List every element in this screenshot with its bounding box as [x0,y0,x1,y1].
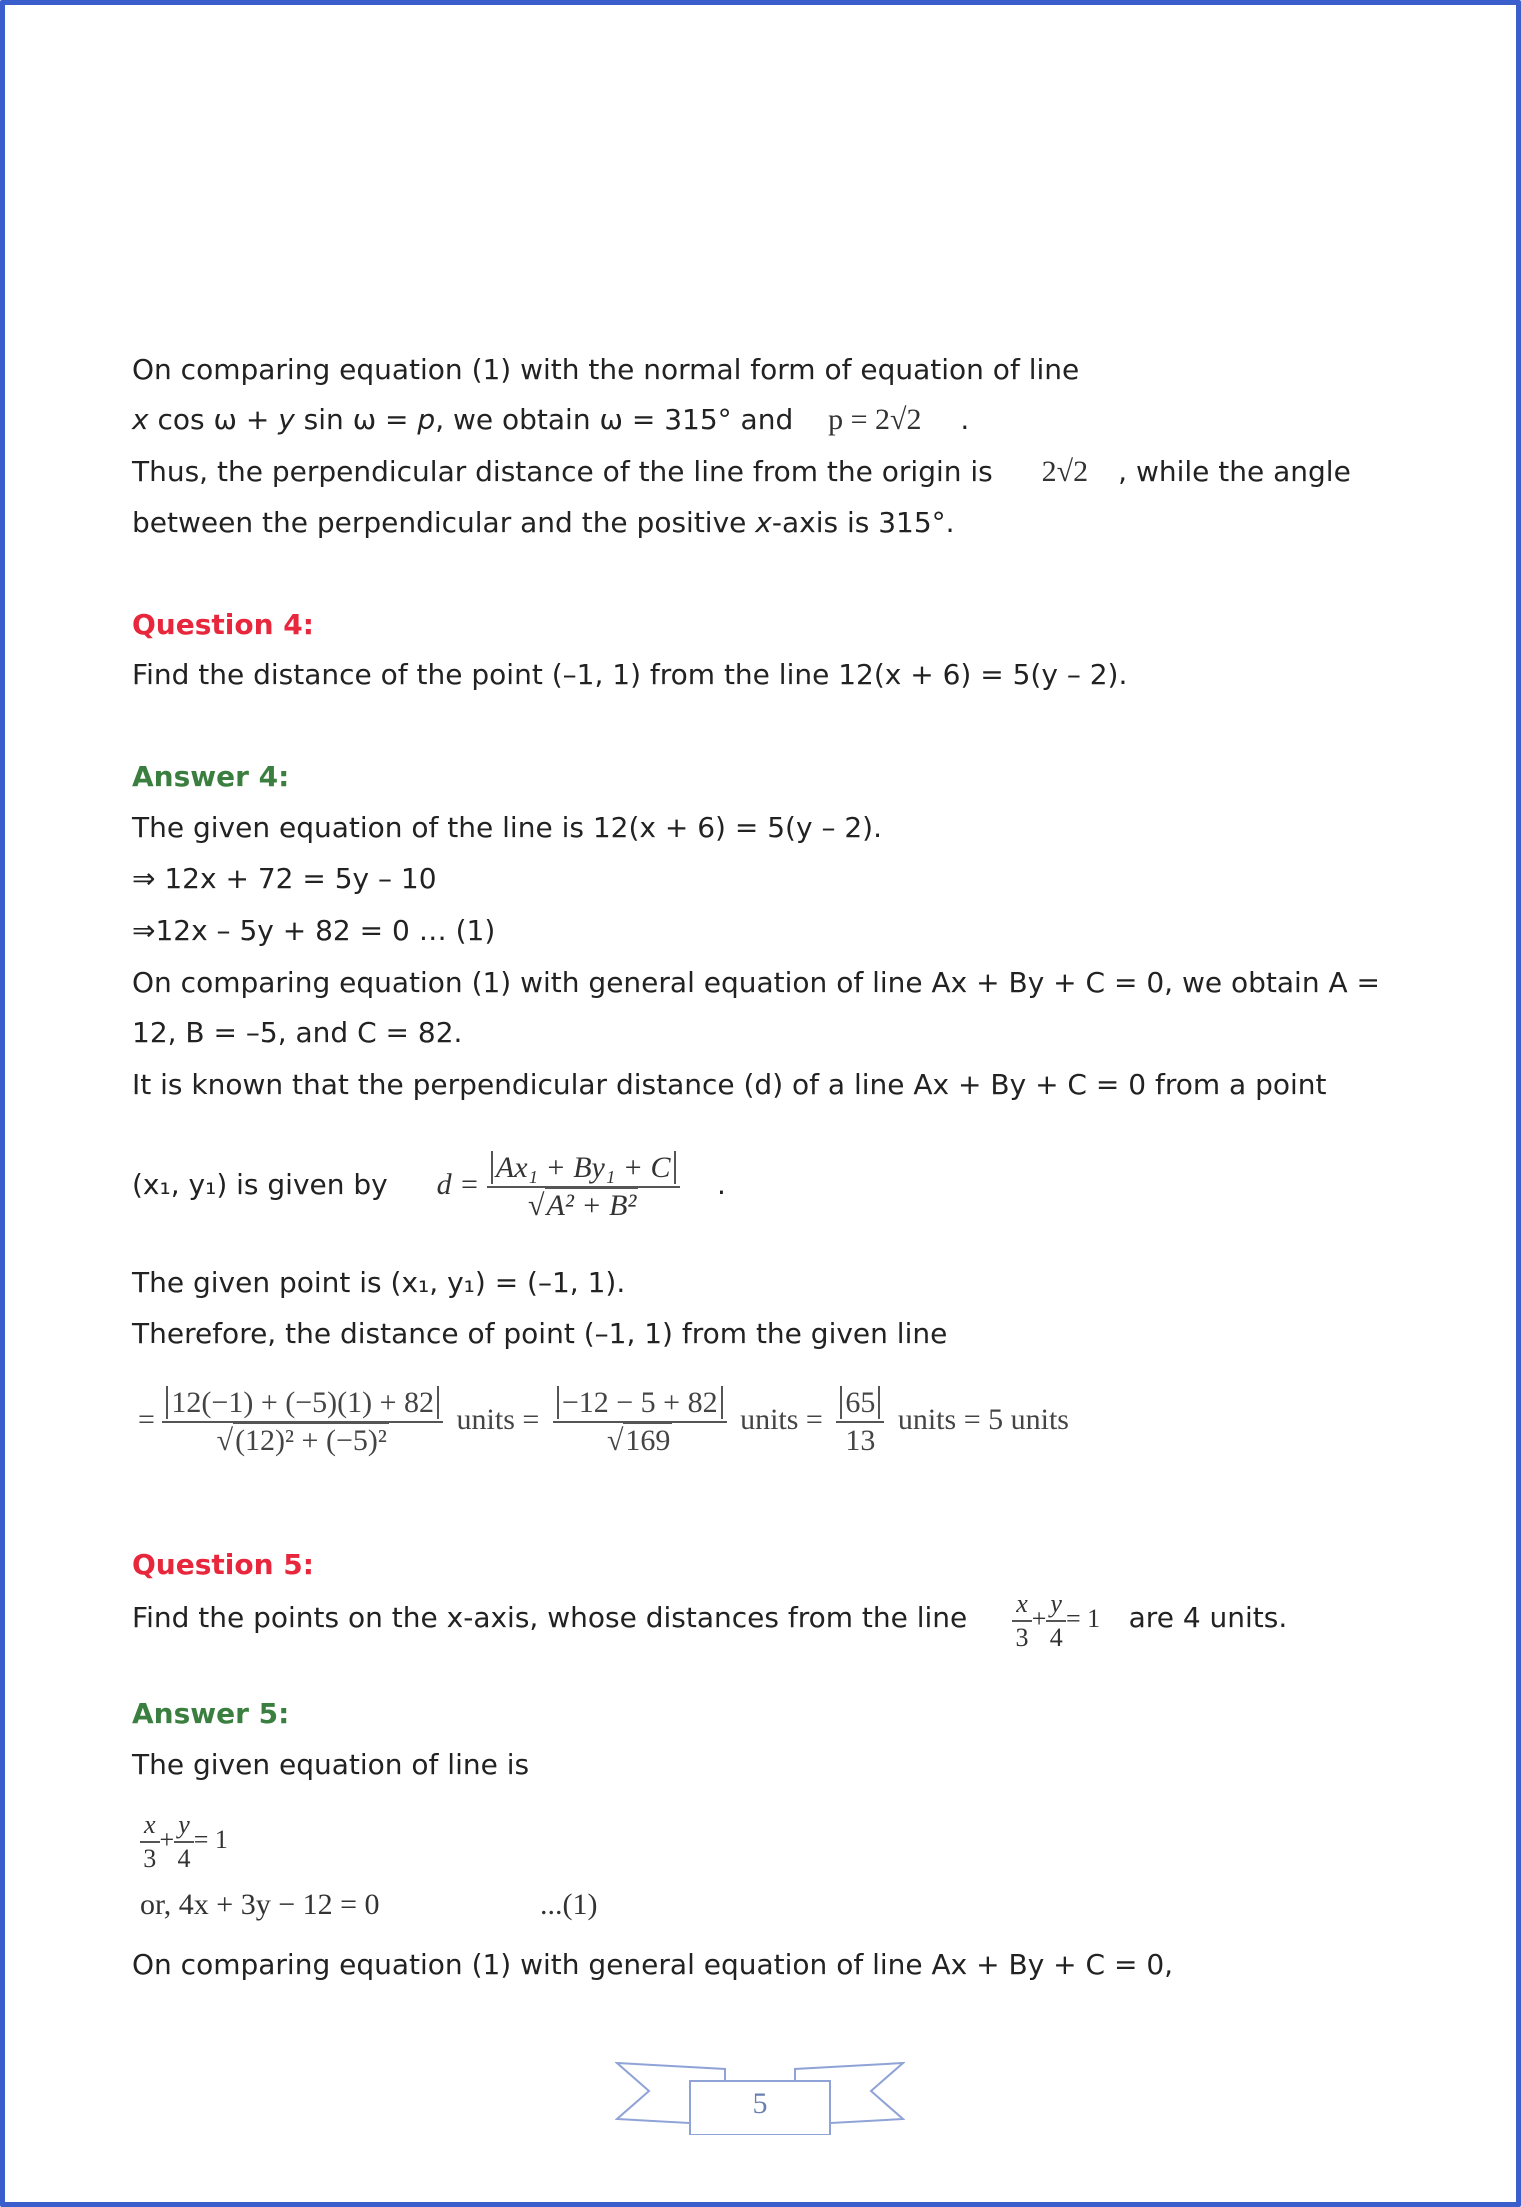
calc-denominator-2: 169 [625,1424,671,1458]
frac-den: 4 [177,1844,191,1874]
text: between the perpendicular and the positive [132,506,756,539]
answer-4-line-3: ⇒12x – 5y + 82 = 0 … (1) [132,914,496,947]
page-number: 5 [752,2087,768,2120]
text: sin ω = [294,403,418,436]
question-5-text [132,1578,1287,1659]
calc-denominator-3: 13 [845,1424,876,1458]
text: Thus, the perpendicular distance of the line from the origin is [132,455,993,488]
text: Find the points on the x-axis, whose distances from the line [132,1601,968,1634]
units-text: units = [740,1403,823,1436]
page-number-ribbon [615,2055,905,2135]
equals-one: = 1 [1065,1604,1101,1633]
intro-line-3 [132,455,1351,489]
text: , we obtain ω = 315° and [435,403,794,436]
calc-fraction-1: $\frac{12(-1) + (-5)(1) + 82}{\text{√(12)² + (−5)²}}$ [162,1388,443,1456]
formula-lhs: d = [436,1168,480,1201]
text: , while the angle [1118,455,1351,488]
units-text: units = [456,1403,540,1436]
answer-4-line-7 [132,1145,726,1225]
var-x: x [755,506,772,539]
intro-line-1: On comparing equation (1) with the normal form of equation of line [132,353,1080,386]
text: (x₁, y₁) is given by [132,1168,388,1201]
equals: = [138,1403,155,1436]
answer-5-heading: Answer 5: [132,1697,290,1730]
p-equation: p = 2√2 [828,403,922,436]
formula-numerator: Ax₁ + By₁ + C [491,1151,676,1184]
frac-num: y [174,1812,194,1843]
var-p: p [417,403,436,436]
text: cos ω + [148,403,279,436]
answer-4-line-9: Therefore, the distance of point (–1, 1) from the given line [132,1317,948,1350]
answer-4-heading: Answer 4: [132,760,290,793]
frac-num: x [140,1812,160,1843]
formula-fraction: $\frac{\text{Ax₁ + By₁ + C}}{\text{√A² + B²}}$ [487,1153,680,1221]
frac-den: 4 [1049,1623,1063,1653]
calc-denominator-1: (12)² + (−5)² [235,1424,387,1458]
period: . [960,403,970,436]
answer-4-line-5: 12, B = –5, and C = 82. [132,1016,463,1049]
distance-calculation [138,1365,1069,1475]
var-x: x [132,403,149,436]
answer-4-line-4: On comparing equation (1) with general equation of line Ax + By + C = 0, we obtain A = [132,966,1380,999]
text: -axis is 315°. [771,506,955,539]
intro-line-4 [132,506,955,540]
equals-one: = 1 [193,1825,228,1854]
intro-line-2 [132,403,969,437]
answer-5-line-1: The given equation of line is [132,1748,530,1781]
calc-numerator-3: 65 [840,1386,880,1419]
calc-numerator-2: −12 − 5 + 82 [557,1386,723,1419]
calc-fraction-3 [836,1388,884,1456]
answer-4-line-1: The given equation of the line is 12(x + 6) = 5(y – 2). [132,811,882,844]
answer-4-line-2: ⇒ 12x + 72 = 5y – 10 [132,862,437,895]
calc-numerator-1: 12(−1) + (−5)(1) + 82 [166,1386,439,1419]
calc-fraction-2: $\frac{-12 - 5 + 82}{√169}$ [553,1388,727,1456]
answer-5-equation [140,1800,228,1880]
frac-den: 3 [1015,1623,1029,1653]
answer-4-line-8: The given point is (x₁, y₁) = (–1, 1). [132,1266,626,1299]
var-y: y [278,403,295,436]
answer-4-line-6: It is known that the perpendicular distance (d) of a line Ax + By + C = 0 from a point [132,1068,1327,1101]
frac-num: y [1046,1591,1066,1622]
frac-den: 3 [143,1844,157,1874]
answer-5-line-3 [140,1888,598,1922]
plus: + [159,1825,175,1854]
frac-num: x [1012,1591,1032,1622]
period: . [717,1168,726,1201]
distance-formula [436,1151,687,1223]
question-5-heading: Question 5: [132,1548,314,1581]
question-4-text: Find the distance of the point (–1, 1) from the line 12(x + 6) = 5(y – 2). [132,658,1128,691]
question-4-heading: Question 4: [132,608,314,641]
plus: + [1031,1604,1047,1633]
result-text: units = 5 units [897,1403,1069,1436]
formula-denominator: A² + B² [546,1189,637,1223]
answer-5-line-4: On comparing equation (1) with general equation of line Ax + By + C = 0, [132,1948,1174,1981]
text: are 4 units. [1128,1601,1288,1634]
distance-value: 2√2 [1041,455,1089,488]
equation-ref: ...(1) [540,1888,598,1921]
equation-text: or, 4x + 3y − 12 = 0 [140,1888,380,1921]
line-equation [1012,1589,1106,1653]
